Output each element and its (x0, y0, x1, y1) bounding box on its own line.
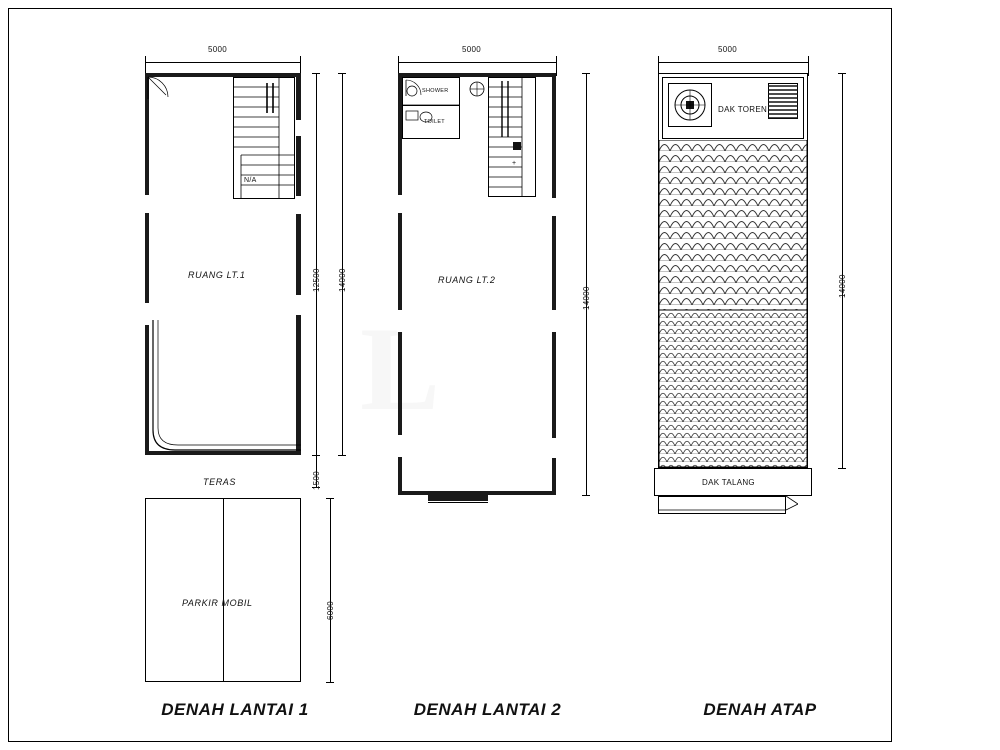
plan3-toren-tank-icon (668, 83, 712, 127)
plan2-window-left-3 (397, 435, 403, 457)
plan1-right-dim-inner-line (316, 73, 317, 455)
plan1-right-dim-main: 14000 (338, 268, 347, 292)
plan3-top-dim-label: 5000 (718, 45, 737, 54)
plan1-room-label: RUANG LT.1 (188, 270, 246, 280)
plan1-window-right-1 (295, 196, 302, 214)
plan1-stair-treads (233, 77, 295, 199)
plan2-window-right-3 (551, 438, 557, 458)
plan2-stair-label: + (512, 160, 517, 167)
watermark-text: L (360, 302, 441, 435)
plan2-window-right-1 (551, 198, 557, 216)
plan1-parkir-dim-line (330, 498, 331, 682)
plan1-right-dim-inner: 12500 (312, 268, 321, 292)
plan1-right-dim-outer (342, 73, 343, 455)
plan3-right-dim-label: 14000 (838, 274, 847, 298)
plan3-dak-toren-label: DAK TOREN (718, 105, 768, 114)
plan1-right-tick-b (338, 455, 346, 456)
plan2-wall-right (552, 73, 556, 495)
plan1-top-dim-line (145, 62, 300, 63)
plan2-top-opening-symbol (466, 78, 488, 100)
plan3-title: DENAH ATAP (703, 700, 817, 719)
plan1-top-dim-label: 5000 (208, 45, 227, 54)
plan2-bathroom-door-swing (404, 78, 424, 98)
plan3-roof-tiles-lower (659, 310, 807, 467)
plan3-roof-tiles-upper (659, 140, 807, 310)
plan3-top-dim-line (658, 62, 808, 63)
plan2-column-a (513, 142, 521, 150)
plan3-right-dim-line (842, 73, 843, 468)
plan-lantai-1 (120, 20, 350, 680)
plan2-right-tick-b (582, 495, 590, 496)
plan1-parkir-tick-a (326, 498, 334, 499)
plan2-shower-label: SHOWER (422, 88, 449, 94)
plan3-right-tick-b (838, 468, 846, 469)
plan2-balcony-line (428, 502, 488, 503)
plan3-top-ext-right (808, 56, 809, 76)
plan1-window-right-2 (295, 295, 302, 315)
plan-lantai-2 (380, 20, 610, 680)
plan1-front-curve (145, 320, 301, 456)
plan1-right-dim-teras: 1500 (312, 471, 321, 490)
plan2-top-dim-line (398, 62, 556, 63)
plan2-right-dim-label: 14000 (582, 286, 591, 310)
plan3-talang-detail (658, 496, 798, 516)
plan-atap (640, 20, 890, 680)
plan2-window-left-2 (397, 310, 403, 332)
plan2-right-dim-line (586, 73, 587, 495)
plan3-vent-grille-hatch (768, 83, 798, 119)
plan1-title: DENAH LANTAI 1 (161, 700, 309, 719)
plan1-door-swing (146, 75, 172, 101)
plan2-top-ext-right (556, 56, 557, 76)
plan1-window-left-1 (144, 195, 150, 213)
plan3-dak-talang-label: DAK TALANG (702, 478, 755, 487)
plan1-parkir-divider (223, 498, 224, 682)
plan2-title: DENAH LANTAI 2 (413, 700, 562, 719)
plan2-toilet-label: TOILET (424, 119, 445, 125)
plan1-teras-label: TERAS (203, 477, 237, 487)
plan2-stair-treads (488, 77, 536, 197)
plan1-right-dim-parkir: 6000 (326, 601, 335, 620)
plan1-parkir-tick-b (326, 682, 334, 683)
plan1-parkir-label: PARKIR MOBIL (182, 598, 253, 608)
plan2-window-left-1 (397, 195, 403, 213)
plan2-balcony-ledge (428, 495, 488, 501)
plan2-window-right-2 (551, 310, 557, 332)
plan3-right-tick-a (838, 73, 846, 74)
plan2-right-tick-a (582, 73, 590, 74)
plan2-top-dim-label: 5000 (462, 45, 481, 54)
plan1-right-tick-a (338, 73, 346, 74)
plan2-room-label: RUANG LT.2 (438, 275, 496, 285)
plan1-stair-label: N/A (244, 177, 257, 184)
plan1-right-inner-tick-a (312, 73, 320, 74)
plan1-window-right-3 (295, 120, 302, 136)
